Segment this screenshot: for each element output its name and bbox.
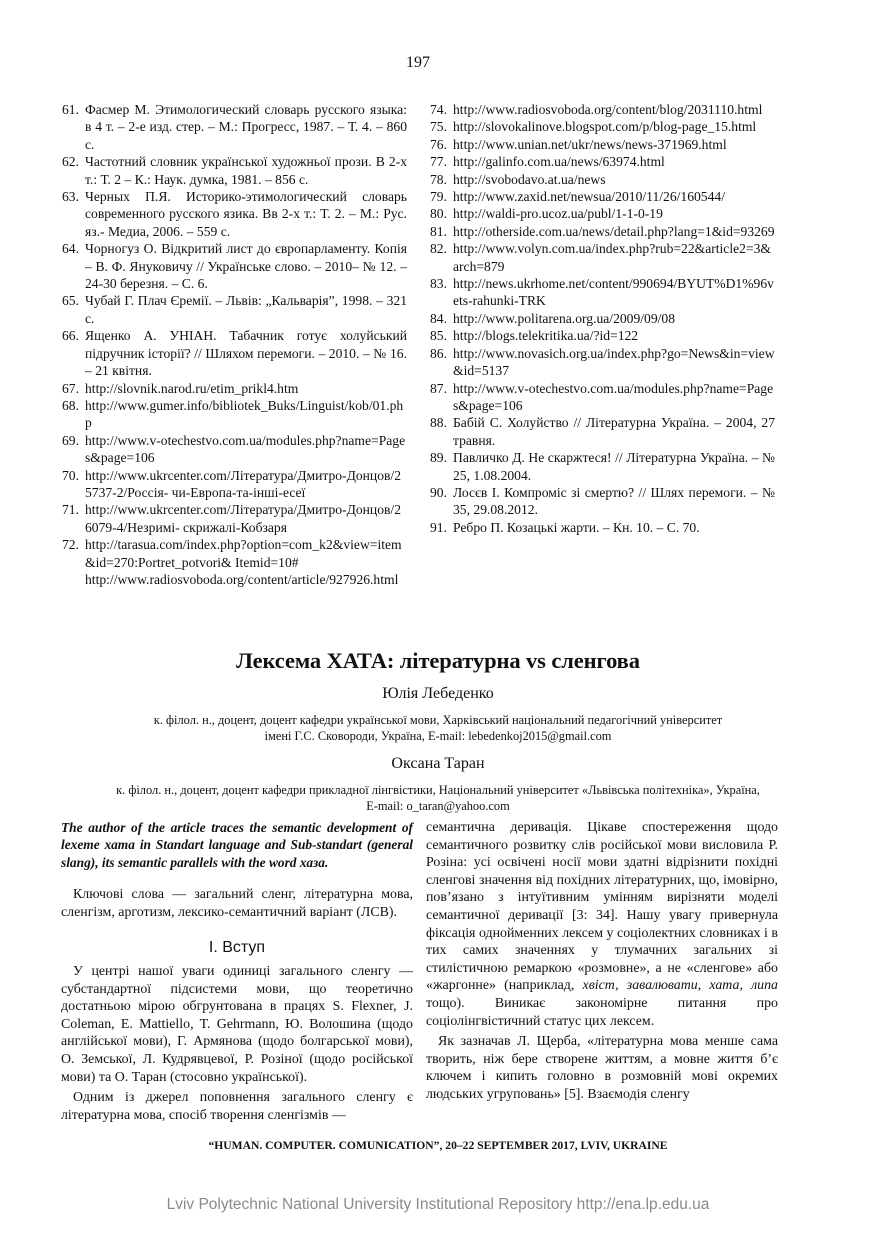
reference-number: 69. — [62, 432, 79, 448]
affiliation-line-email: E-mail: o_taran@yahoo.com — [366, 799, 510, 813]
reference-url[interactable]: http://www.zaxid.net/newsua/2010/11/26/160544/ — [453, 189, 725, 205]
section-heading: I. Вступ — [208, 939, 266, 957]
reference-number: 83. — [430, 276, 447, 292]
reference-link-item[interactable] — [62, 501, 407, 536]
reference-link-item[interactable] — [430, 327, 775, 344]
article-title: Лексема ХАТА: літературна vs сленгова — [236, 648, 640, 673]
body-column-left — [61, 819, 413, 1124]
reference-number: 67. — [62, 380, 79, 396]
paragraph-text: тощо). Виникає закономірне питання про соціолінгвістичний статус цих лексем. — [426, 995, 778, 1029]
reference-link-item[interactable] — [430, 345, 775, 380]
reference-url[interactable]: http://www.gumer.info/bibliotek_Buks/Linguist/kob/01.php — [85, 397, 404, 431]
reference-url[interactable]: http://www.radiosvoboda.org/content/blog/2031110.html — [453, 102, 763, 117]
reference-url[interactable]: http://slovnik.narod.ru/etim_prikl4.htm — [85, 380, 299, 396]
reference-text: Ященко А. УНІАН. Табачник готує холуйський підручник історії? // Шляхом перемоги. – 2010. – № 16. – 21 квітня. — [85, 328, 407, 379]
author-affiliation — [60, 782, 816, 814]
reference-url[interactable]: http://www.novasich.org.ua/index.php?go=News&in=view&id=5137 — [453, 345, 775, 379]
body-paragraph — [426, 819, 778, 1030]
example-words: хвіст, завалювати, хата, липа — [582, 978, 778, 994]
body-column-right — [426, 819, 778, 1104]
reference-number: 79. — [430, 189, 447, 205]
reference-url[interactable]: http://www.v-otechestvo.com.ua/modules.php?name=Pages&page=106 — [453, 380, 774, 413]
reference-link-item[interactable] — [62, 467, 407, 502]
affiliation-line-email: імені Г.С. Сковороди, Україна, E-mail: lebedenkoj2015@gmail.com — [264, 729, 612, 743]
reference-link-item[interactable] — [430, 275, 775, 310]
reference-item — [430, 484, 775, 519]
reference-item — [62, 101, 407, 153]
reference-url[interactable]: http://www.unian.net/ukr/news/news-371969.html — [453, 136, 727, 152]
reference-item — [62, 188, 407, 240]
reference-number: 63. — [62, 189, 79, 205]
reference-number: 84. — [430, 310, 447, 326]
reference-url[interactable]: http://www.radiosvoboda.org/content/article/927926.html — [85, 571, 399, 587]
reference-number: 90. — [430, 484, 447, 500]
reference-link-item[interactable] — [62, 432, 407, 467]
reference-url[interactable]: http://www.v-otechestvo.com.ua/modules.php?name=Pages&page=106 — [85, 432, 406, 466]
reference-number: 71. — [62, 502, 79, 518]
reference-number: 80. — [430, 206, 447, 222]
references-list-right — [430, 101, 775, 536]
reference-url[interactable]: http://waldi-pro.ucoz.ua/publ/1-1-0-19 — [453, 206, 663, 222]
reference-text: Павличко Д. Не скаржтеся! // Літературна Україна. – № 25, 1.08.2004. — [453, 450, 775, 483]
reference-item — [430, 449, 775, 484]
reference-link-item[interactable] — [430, 310, 775, 327]
body-paragraph: У центрі нашої уваги одиниці загального сленгу — субстандартної підсистеми мови, що теоретично достатньою мірою обгрунтована в працях S. Flexner, J. Coleman, E. Mattiello, T. Gehrmann, Ю. Волошина (щодо англійської мови), Г. Армянова (щодо болгарської мови), О. Земської, Л. Кудрявцевої, Р. Розіної (щодо російської мови) та О. Таран (стосовно української). — [61, 964, 413, 1085]
reference-text: Чубай Г. Плач Єремії. – Львів: „Кальварія”, 1998. – 321 с. — [85, 293, 407, 326]
reference-number: 61. — [62, 102, 79, 117]
reference-number: 68. — [62, 397, 79, 413]
reference-link-item[interactable] — [430, 101, 775, 118]
reference-number: 74. — [430, 102, 447, 117]
repository-watermark: Lviv Polytechnic National University Institutional Repository http://ena.lp.edu.ua — [166, 1196, 710, 1213]
affiliation-line: к. філол. н., доцент, доцент кафедри української мови, Харківський національний педагогічний університет — [153, 713, 723, 727]
reference-url[interactable]: http://www.ukrcenter.com/Література/Дмитро-Донцов/25737-2/Россія- чи-Европа-та-інші-есеї — [85, 467, 401, 500]
reference-number: 85. — [430, 328, 447, 344]
reference-number: 86. — [430, 345, 447, 361]
reference-text: Лосєв І. Компроміс зі смертю? // Шлях перемоги. – № 35, 29.08.2012. — [453, 484, 775, 518]
abstract: The author of the article traces the semantic development of lexeme хата in Standart language and Sub-standart (general slang), its semantic parallels with the word хаза. — [61, 820, 413, 870]
reference-number: 82. — [430, 241, 447, 257]
reference-link-item[interactable] — [430, 205, 775, 222]
author-name: Юлія Лебеденко — [382, 685, 494, 702]
reference-link-item[interactable] — [62, 380, 407, 397]
reference-number — [62, 571, 85, 588]
page-number: 197 — [406, 54, 430, 71]
reference-link-item[interactable] — [430, 153, 775, 170]
reference-number: 75. — [430, 119, 447, 135]
reference-url[interactable]: http://www.politarena.org.ua/2009/09/08 — [453, 310, 675, 326]
reference-text: Ребро П. Козацькі жарти. – Кн. 10. – С. 70. — [453, 519, 700, 535]
reference-item — [430, 519, 775, 536]
reference-link-item[interactable] — [430, 223, 775, 240]
reference-link-item[interactable] — [430, 118, 775, 135]
reference-url[interactable]: http://svobodavo.at.ua/news — [453, 171, 606, 187]
reference-url[interactable]: http://www.volyn.com.ua/index.php?rub=22&article2=3&arch=879 — [453, 241, 771, 274]
reference-link-item[interactable] — [430, 240, 775, 275]
reference-url[interactable]: http://www.ukrcenter.com/Література/Дмитро-Донцов/26079-4/Незримі- скрижалі-Кобзаря — [85, 502, 401, 535]
reference-url[interactable]: http://news.ukrhome.net/content/990694/BYUT%D1%96vets-rahunki-TRK — [453, 276, 774, 309]
reference-number: 72. — [62, 537, 79, 553]
body-paragraph: Одним із джерел поповнення загального сленгу є літературна мова, спосіб творення сленгізмів — — [61, 1090, 413, 1123]
reference-text: Чорногуз О. Відкритий лист до європарламенту. Копія – В. Ф. Януковичу // Українське слово. – 2010– № 12. – 24-30 березня. – С. 6. — [85, 241, 407, 292]
reference-number: 77. — [430, 154, 447, 170]
reference-text: Фасмер М. Этимологический словарь русского языка: в 4 т. – 2-е изд. стер. – М.: Прогресс, 1987. – Т. 4. – 860 с. — [85, 102, 407, 152]
reference-url[interactable]: http://otherside.com.ua/news/detail.php?lang=1&id=93269 — [453, 223, 775, 239]
reference-number: 70. — [62, 467, 79, 483]
reference-number: 76. — [430, 136, 447, 152]
reference-item — [62, 292, 407, 327]
reference-text: Бабій С. Холуйство // Літературна Україна. – 2004, 27 травня. — [453, 415, 775, 448]
reference-item — [430, 414, 775, 449]
reference-number: 62. — [62, 154, 79, 170]
reference-number: 64. — [62, 241, 79, 257]
reference-text: Черных П.Я. Историко-этимологический словарь современного русского язика. Вв 2-х т.: Т. 2. – М.: Рус. яз.- Медиа, 2006. – 559 с. — [85, 189, 407, 239]
reference-number: 89. — [430, 450, 447, 466]
body-paragraph: Як зазначав Л. Щерба, «літературна мова менше сама творить, ніж бере створене життям, а мовне життя б’є ключем і кипить головно в розмовній мові окремих людських угруповань» [5]. Взаємодія сленгу — [426, 1034, 778, 1102]
reference-link-item[interactable] — [62, 536, 407, 571]
reference-url[interactable]: http://tarasua.com/index.php?option=com_k2&view=item&id=270:Portret_potvori& Itemid=10# — [85, 537, 402, 570]
reference-number: 88. — [430, 415, 447, 431]
conference-footer: “HUMAN. COMPUTER. COMUNICATION”, 20–22 SEPTEMBER 2017, LVIV, UKRAINE — [208, 1139, 668, 1152]
reference-link-item[interactable] — [62, 397, 407, 432]
references-list-left — [62, 101, 407, 588]
reference-link-item[interactable] — [430, 380, 775, 415]
author-affiliation — [60, 712, 816, 744]
reference-number: 66. — [62, 328, 79, 344]
keywords: Ключові слова — загальний сленг, літературна мова, сленгізм, арготизм, лексико-семантичний варіант (ЛСВ). — [61, 887, 413, 920]
reference-text: Частотний словник української художньої прози. В 2-х т.: Т. 2 – К.: Наук. думка, 1981. – 856 с. — [85, 154, 407, 187]
reference-item — [62, 327, 407, 379]
reference-link-item[interactable] — [430, 171, 775, 188]
reference-item — [62, 153, 407, 188]
reference-item — [62, 240, 407, 292]
reference-number: 87. — [430, 380, 447, 396]
affiliation-line: к. філол. н., доцент, доцент кафедри прикладної лінгвістики, Національний університет «Львівська політехніка», Україна, — [116, 783, 760, 797]
reference-number: 91. — [430, 519, 447, 535]
reference-link-item[interactable] — [430, 136, 775, 153]
author-name: Оксана Таран — [391, 755, 485, 772]
reference-number: 78. — [430, 171, 447, 187]
reference-number: 81. — [430, 223, 447, 239]
reference-url[interactable]: http://slovokalinove.blogspot.com/p/blog-page_15.html — [453, 119, 757, 135]
reference-link-item[interactable] — [62, 571, 407, 588]
reference-number: 65. — [62, 293, 79, 309]
reference-url[interactable]: http://galinfo.com.ua/news/63974.html — [453, 154, 665, 170]
paragraph-text: семантична деривація. Цікаве спостереження щодо семантичного розвитку слів російської мови висловила Р. Розіна: усі освічені носії мови здатні відрізнити похідні сленгові значення від похідних літературних, що, імовірно, пов’язано з інтуїтивним умінням вирізняти моделі семантичної деривації [3: 34]. Нашу увагу привернула фіксація однойменних лексем у соціолектних словниках і в тих самих значеннях у тлумачних загальних зі стилістичною ремаркою «розмовне», а не «сленгове» або «жаргонне» (наприклад, — [426, 820, 778, 994]
reference-link-item[interactable] — [430, 188, 775, 205]
reference-url[interactable]: http://blogs.telekritika.ua/?id=122 — [453, 328, 639, 344]
